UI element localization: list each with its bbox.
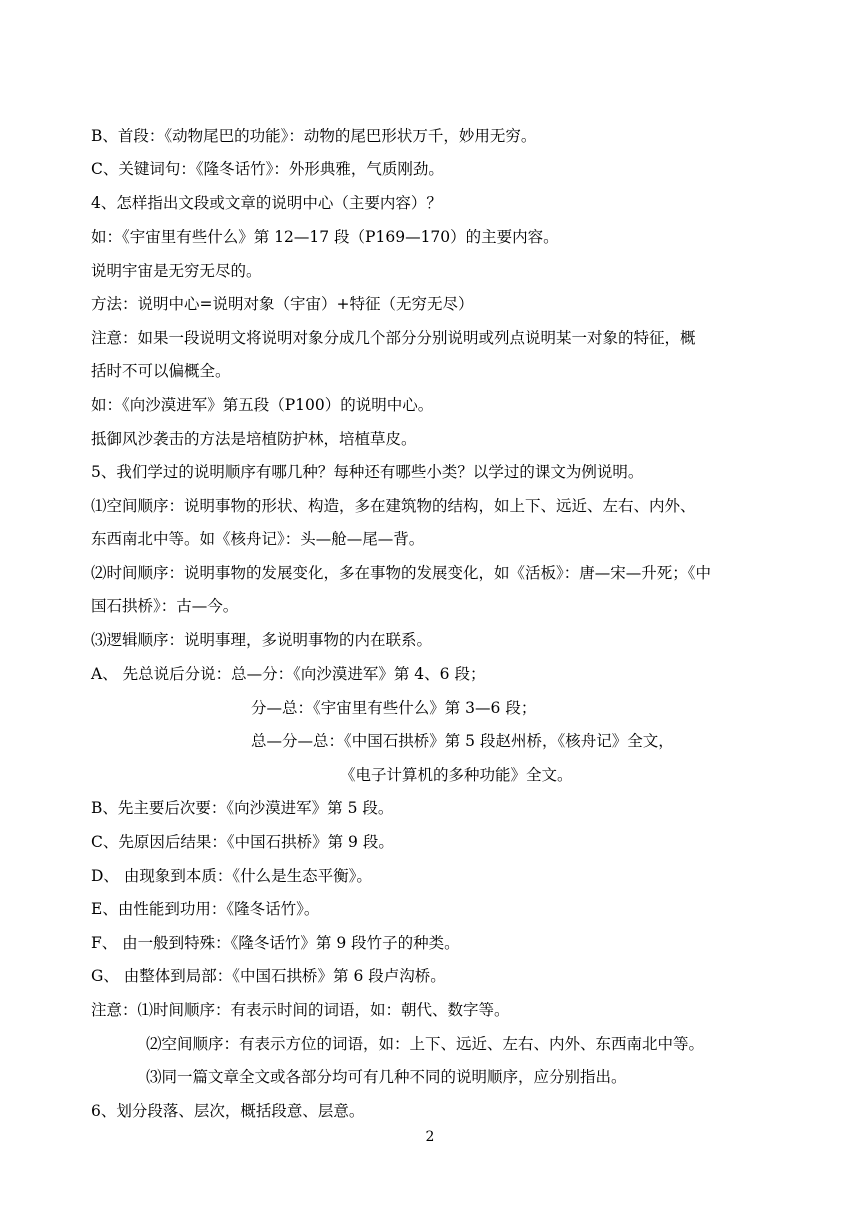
page-number: 2 bbox=[425, 1129, 435, 1145]
text-line: A、 先总说后分说：总—分：《向沙漠进军》第 4、6 段； bbox=[91, 665, 486, 683]
text-line: B、先主要后次要：《向沙漠进军》第 5 段。 bbox=[91, 799, 394, 817]
text-line: 注意：如果一段说明文将说明对象分成几个部分分别说明或列点说明某一对象的特征，概 bbox=[91, 329, 696, 347]
text-line: ⑵时间顺序：说明事物的发展变化，多在事物的发展变化，如《活板》：唐—宋—升死；《中 bbox=[91, 564, 712, 582]
text-line: 东西南北中等。如《核舟记》：头—舱—尾—背。 bbox=[91, 530, 425, 548]
text-line: ⑶逻辑顺序：说明事理，多说明事物的内在联系。 bbox=[91, 631, 433, 649]
text-line: F、 由一般到特殊：《隆冬话竹》第 9 段竹子的种类。 bbox=[91, 934, 460, 952]
text-line: 注意：⑴时间顺序：有表示时间的词语，如：朝代、数字等。 bbox=[91, 1001, 510, 1019]
text-line: E、由性能到功用：《隆冬话竹》。 bbox=[91, 900, 320, 918]
text-line: 总—分—总：《中国石拱桥》第 5 段赵州桥，《核舟记》全文， bbox=[251, 732, 674, 750]
text-line: G、 由整体到局部：《中国石拱桥》第 6 段卢沟桥。 bbox=[91, 967, 446, 985]
text-line: 分—总：《宇宙里有些什么》第 3—6 段； bbox=[251, 699, 537, 717]
text-line: ⑶同一篇文章全文或各部分均可有几种不同的说明顺序，应分别指出。 bbox=[146, 1068, 627, 1086]
text-line: ⑴空间顺序：说明事物的形状、构造，多在建筑物的结构，如上下、远近、左右、内外、 bbox=[91, 497, 696, 515]
text-line: D、 由现象到本质：《什么是生态平衡》。 bbox=[91, 867, 372, 885]
text-line: 4、怎样指出文段或文章的说明中心（主要内容）？ bbox=[91, 194, 442, 212]
text-line: 抵御风沙袭击的方法是培植防护林，培植草皮。 bbox=[91, 430, 417, 448]
text-line: B、首段：《动物尾巴的功能》：动物的尾巴形状万千，妙用无穷。 bbox=[91, 127, 537, 145]
text-line: ⑵空间顺序：有表示方位的词语，如：上下、远近、左右、内外、东西南北中等。 bbox=[146, 1035, 705, 1053]
text-line: C、关键词句：《隆冬话竹》：外形典雅，气质刚劲。 bbox=[91, 160, 444, 178]
text-line: 方法：说明中心=说明对象（宇宙）+特征（无穷无尽） bbox=[91, 295, 474, 313]
text-line: 如：《宇宙里有些什么》第 12—17 段（P169—170）的主要内容。 bbox=[91, 228, 559, 246]
text-line: 如：《向沙漠进军》第五段（P100）的说明中心。 bbox=[91, 396, 434, 414]
text-line: 括时不可以偏概全。 bbox=[91, 362, 231, 380]
text-line: 国石拱桥》：古—今。 bbox=[91, 597, 239, 615]
text-line: 6、划分段落、层次，概括段意、层意。 bbox=[91, 1102, 365, 1120]
text-line: 5、我们学过的说明顺序有哪几种？每种还有哪些小类？以学过的课文为例说明。 bbox=[91, 463, 644, 481]
text-line: 《电子计算机的多种功能》全文。 bbox=[340, 766, 573, 784]
text-line: 说明宇宙是无穷无尽的。 bbox=[91, 262, 262, 280]
text-line: C、先原因后结果：《中国石拱桥》第 9 段。 bbox=[91, 833, 394, 851]
